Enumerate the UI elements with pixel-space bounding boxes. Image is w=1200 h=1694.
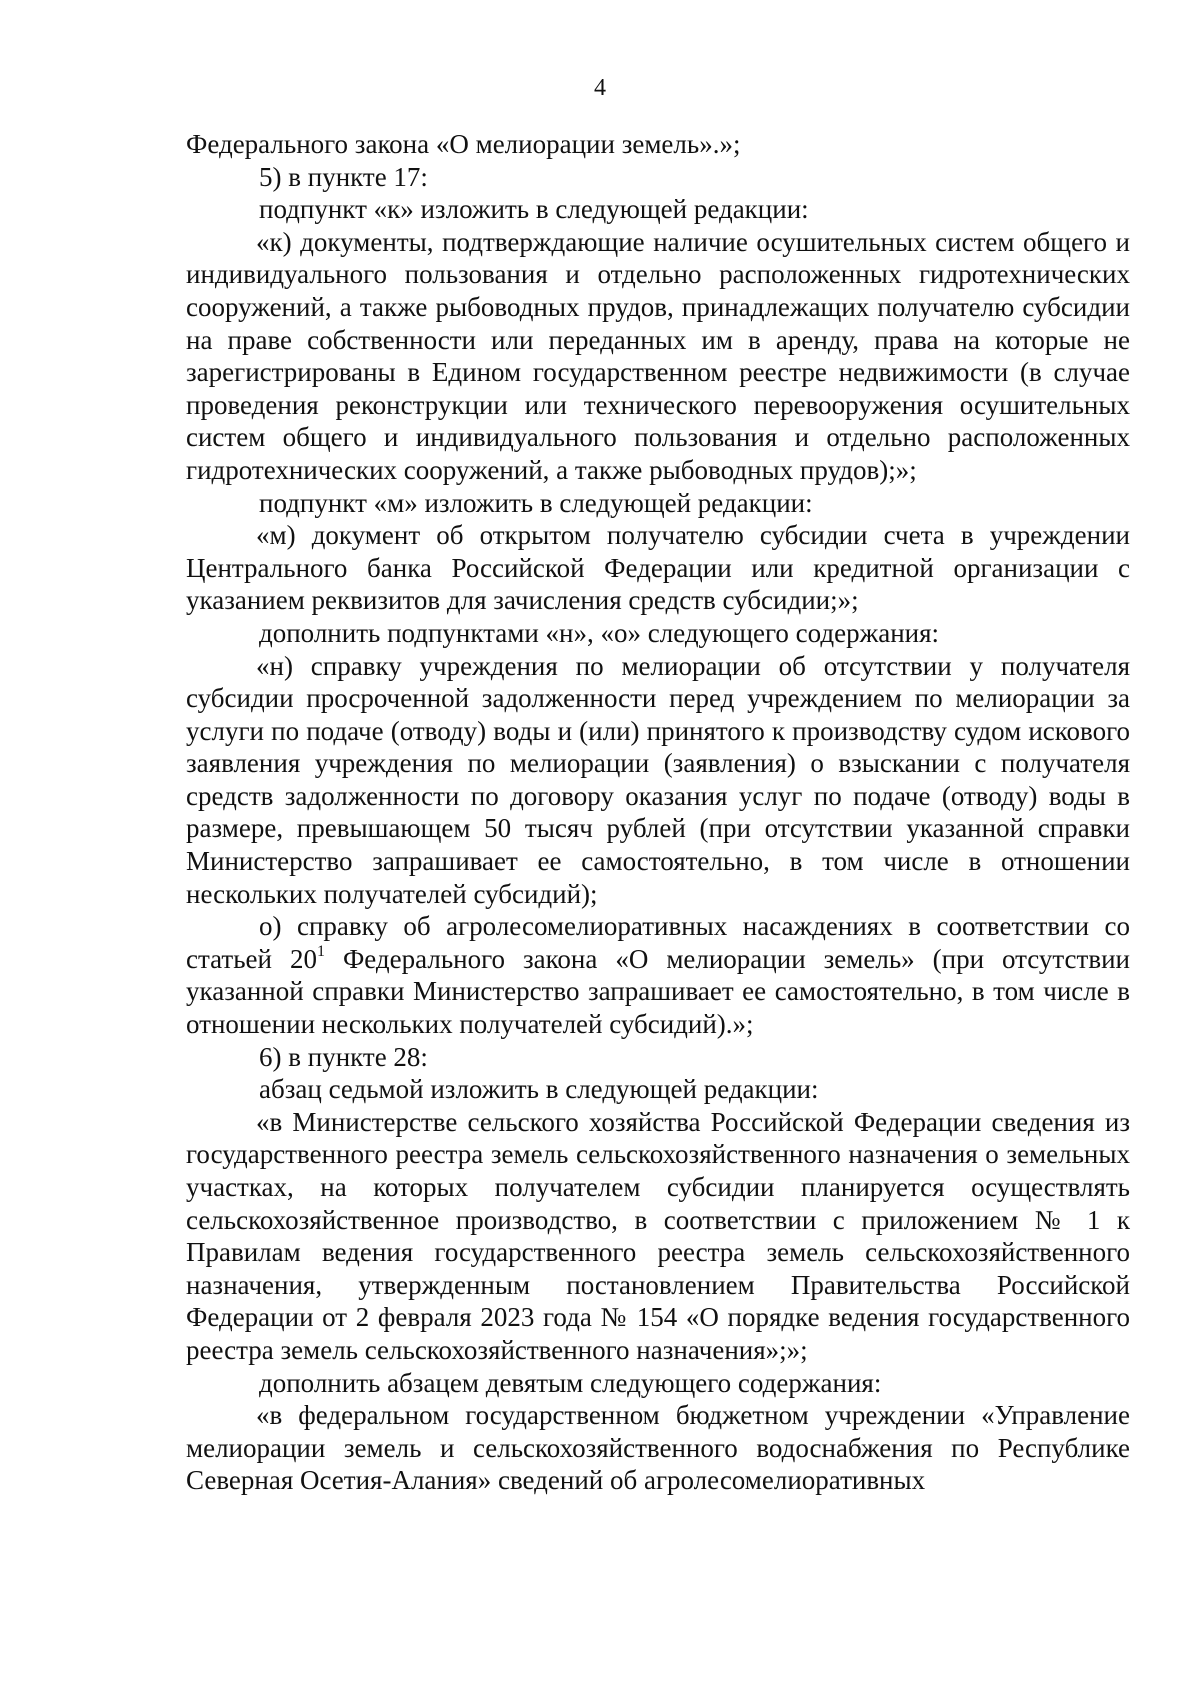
paragraph: «м) документ об открытом получателю субсидии счета в учреждении Центрального банка Российской Федерации или кредитной организации с указанием реквизитов для зачисления средств субсидии;»; [186, 520, 1130, 616]
paragraph: подпункт «к» изложить в следующей редакции: [259, 194, 809, 225]
paragraph: «в Министерстве сельского хозяйства Российской Федерации сведения из государственного реестра земель сельскохозяйственного назначения о земельных участках, на которых получателем субсидии планируется осуществлять сельскохозяйственное производство, в соответствии с приложением № 1 к Правилам ведения государственного реестра земель сельскохозяйственного назначения, утвержденным постановлением Правительства Российской Федерации от 2 февраля 2023 года № 154 «О порядке ведения государственного реестра земель сельскохозяйственного назначения»;»; [186, 1106, 1130, 1365]
paragraph: 6) в пункте 28: [259, 1041, 428, 1072]
paragraph [186, 910, 1130, 1040]
paragraph: подпункт «м» изложить в следующей редакции: [259, 487, 813, 518]
paragraph: дополнить подпунктами «н», «о» следующего содержания: [259, 617, 940, 648]
paragraph: «в федеральном государственном бюджетном учреждении «Управление мелиорации земель и сельскохозяйственного водоснабжения по Республике Северная Осетия-Алания» сведений об агролесомелиоративных [186, 1400, 1130, 1496]
paragraph-text: Федерального закона «О мелиорации земель» (при отсутствии указанной справки Министерство запрашивает ее самостоятельно, в том числе в отношении нескольких получателей субсидий).»; [186, 943, 1130, 1040]
superscript: 1 [316, 942, 325, 960]
document-body [186, 128, 1130, 1497]
paragraph: Федерального закона «О мелиорации земель».»; [186, 129, 741, 159]
paragraph: абзац седьмой изложить в следующей редакции: [259, 1074, 819, 1105]
paragraph: «н) справку учреждения по мелиорации об отсутствии у получателя субсидии просроченной задолженности перед учреждением по мелиорации за услуги по подаче (отводу) воды и (или) принятого к производству судом искового заявления учреждения по мелиорации (заявления) о взыскании с получателя средств задолженности по договору оказания услуг по подаче (отводу) воды в размере, превышающем 50 тысяч рублей (при отсутствии указанной справки Министерство запрашивает ее самостоятельно, в том числе в отношении нескольких получателей субсидий); [186, 650, 1130, 909]
page-number: 4 [594, 75, 606, 101]
paragraph: дополнить абзацем девятым следующего содержания: [259, 1367, 882, 1398]
paragraph-text: о) справку об агролесомелиоративных насаждениях в соответствии со статьей 20 [186, 911, 1130, 974]
paragraph: «к) документы, подтверждающие наличие осушительных систем общего и индивидуального пользования и отдельно расположенных гидротехнических сооружений, а также рыбоводных прудов, принадлежащих получателю субсидии на праве собственности или переданных им в аренду, права на которые не зарегистрированы в Едином государственном реестре недвижимости (в случае проведения реконструкции или технического перевооружения осушительных систем общего и индивидуального пользования и отдельно расположенных гидротехнических сооружений, а также рыбоводных прудов);»; [186, 226, 1130, 485]
paragraph: 5) в пункте 17: [259, 161, 428, 192]
